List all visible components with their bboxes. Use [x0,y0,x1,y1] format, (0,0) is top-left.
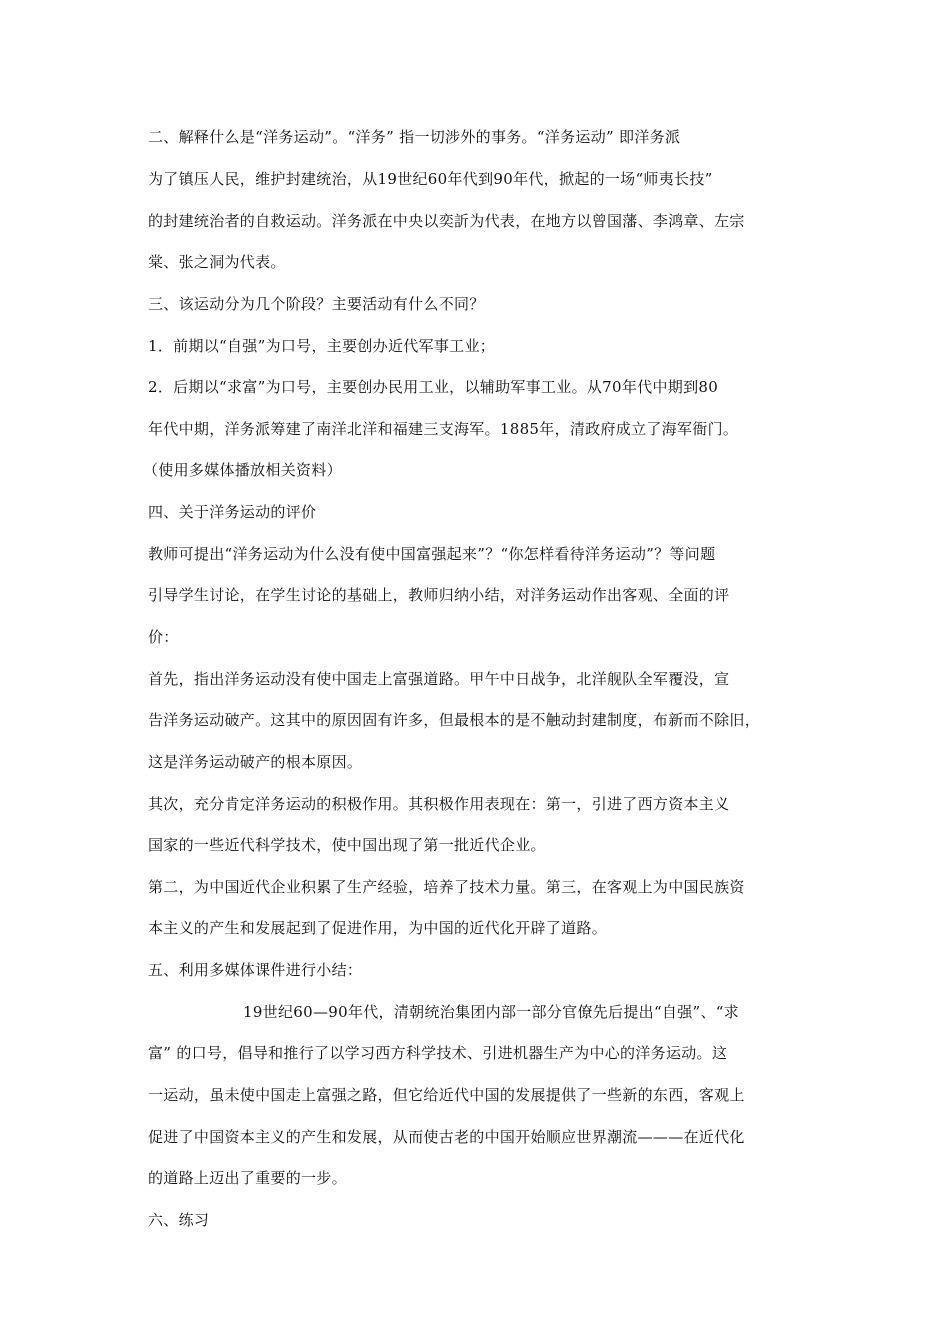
text-line: 2．后期以“求富”为口号，主要创办民用工业，以辅助军事工业。从70年代中期到80 [148,378,719,396]
section-three-heading: 三、该运动分为几个阶段？主要活动有什么不同？ [148,295,485,313]
text-line: 第二，为中国近代企业积累了生产经验，培养了技术力量。第三，在客观上为中国民族资 [148,878,745,896]
section-four-heading: 四、关于洋务运动的评价 [148,503,317,521]
text-line: 促进了中国资本主义的产生和发展，从而使古老的中国开始顺应世界潮流———在近代化 [148,1128,745,1146]
text-line: 教师可提出“洋务运动为什么没有使中国富强起来”？“你怎样看待洋务运动”？等问题 [148,545,716,563]
text-line: 1．前期以“自强”为口号，主要创办近代军事工业； [148,337,496,355]
text-line: 本主义的产生和发展起到了促进作用，为中国的近代化开辟了道路。 [148,919,608,937]
text-line: 首先，指出洋务运动没有使中国走上富强道路。甲午中日战争，北洋舰队全军覆没，宣 [148,670,730,688]
text-line: 一运动，虽未使中国走上富强之路，但它给近代中国的发展提供了一些新的东西，客观上 [148,1086,745,1104]
text-line: 19世纪60—90年代，清朝统治集团内部一部分官僚先后提出“自强”、“求 [243,1003,740,1021]
text-line: 国家的一些近代科学技术，使中国出现了第一批近代企业。 [148,836,546,854]
text-line: 棠、张之洞为代表。 [148,253,286,271]
text-line: 价： [148,628,179,646]
text-line: 其次，充分肯定洋务运动的积极作用。其积极作用表现在：第一，引进了西方资本主义 [148,795,730,813]
text-line: 的道路上迈出了重要的一步。 [148,1169,347,1187]
text-line: 这是洋务运动破产的根本原因。 [148,753,363,771]
text-line: 告洋务运动破产。这其中的原因固有许多，但最根本的是不触动封建制度，布新而不除旧， [148,711,761,729]
text-line: （使用多媒体播放相关资料） [143,461,342,479]
section-two-heading: 二、解释什么是“洋务运动”。“洋务” 指一切涉外的事务。“洋务运动” 即洋务派 [148,128,681,146]
text-line: 年代中期，洋务派筹建了南洋北洋和福建三支海军。1885年，清政府成立了海军衙门。 [148,420,739,438]
text-line: 引导学生讨论，在学生讨论的基础上，教师归纳小结，对洋务运动作出客观、全面的评 [148,586,730,604]
text-line: 富” 的口号，倡导和推行了以学习西方科学技术、引进机器生产为中心的洋务运动。这 [148,1044,728,1062]
text-line: 的封建统治者的自救运动。洋务派在中央以奕訢为代表，在地方以曾国藩、李鸿章、左宗 [148,212,745,230]
section-five-heading: 五、利用多媒体课件进行小结： [148,961,363,979]
text-line: 为了镇压人民，维护封建统治，从19世纪60年代到90年代，掀起的一场“师夷长技” [148,170,713,188]
section-six-heading: 六、练习 [148,1211,210,1229]
